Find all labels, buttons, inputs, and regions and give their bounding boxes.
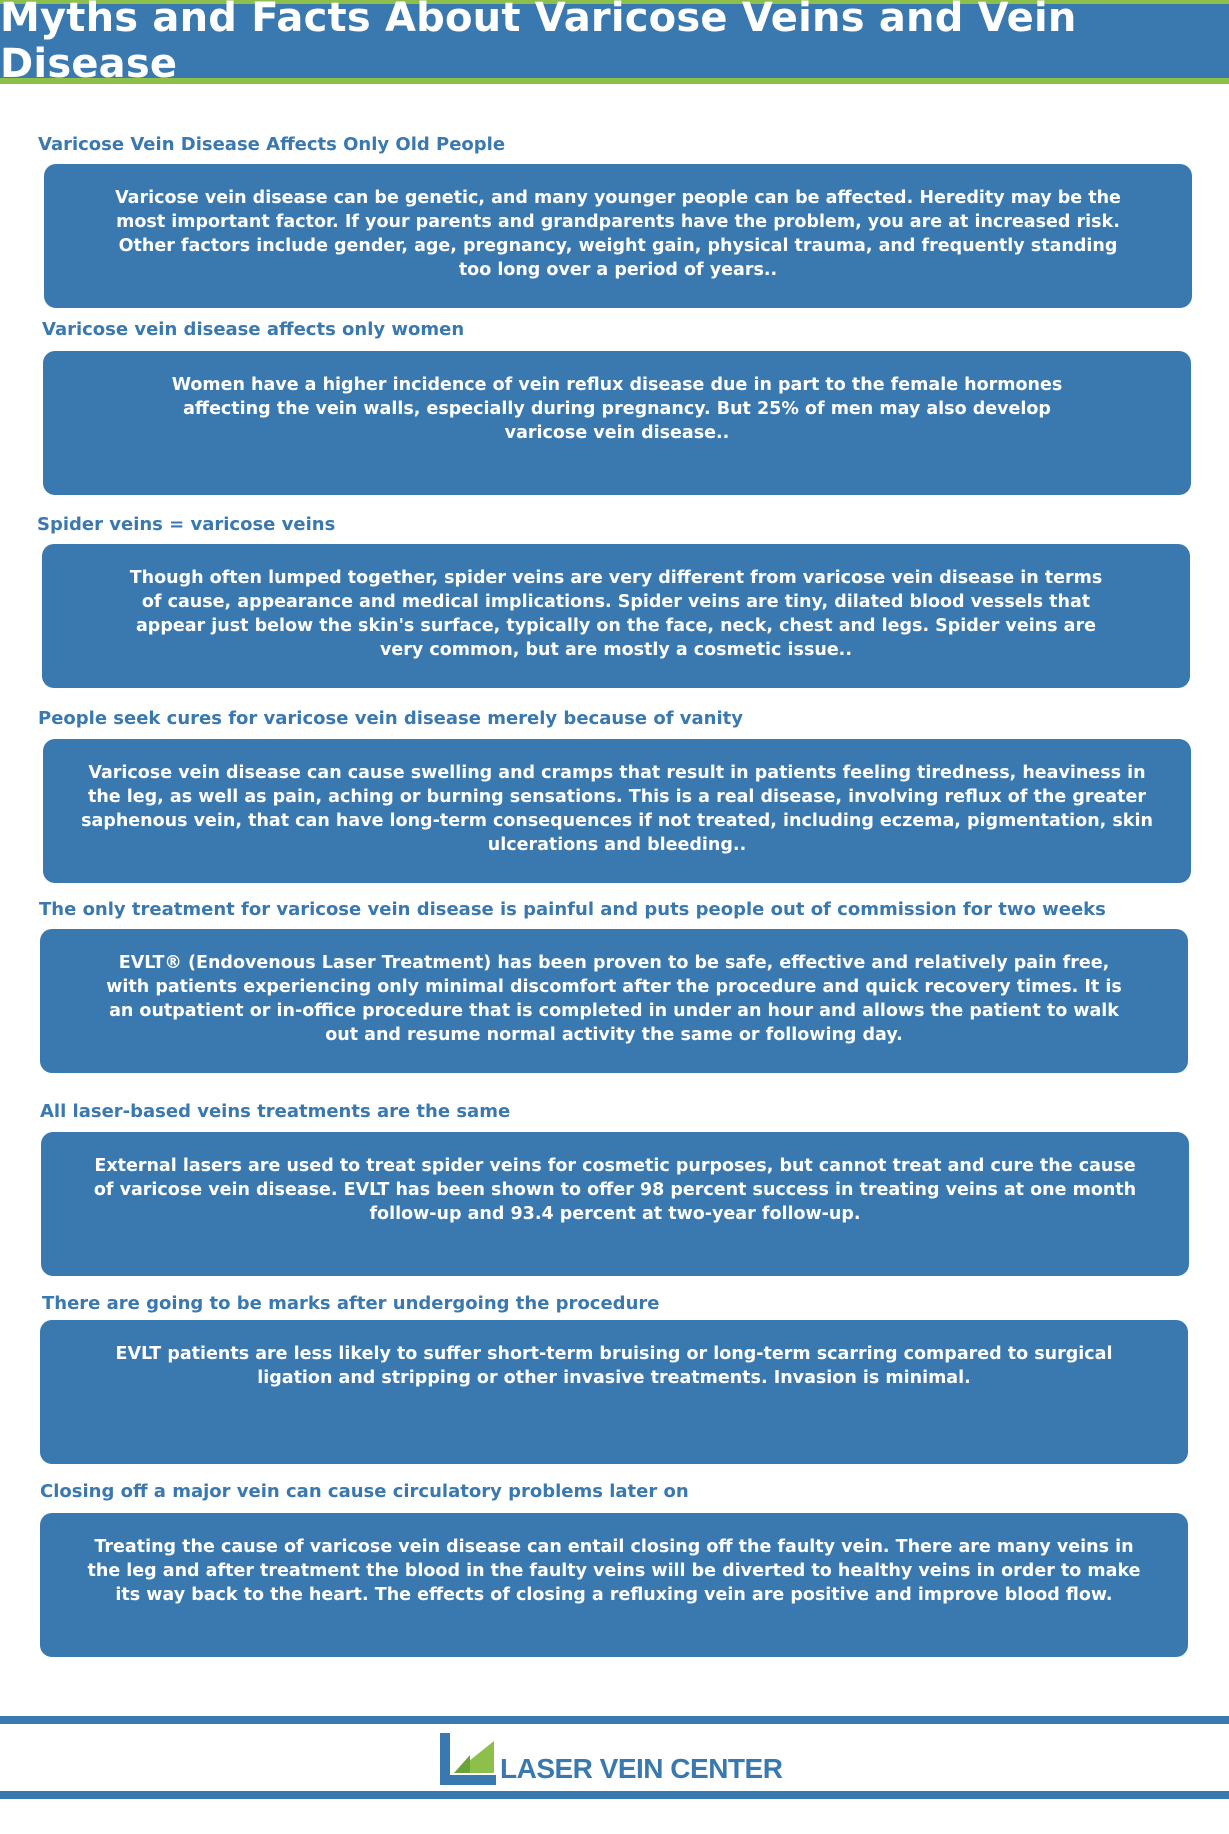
fact-box (44, 164, 1192, 308)
page-header (0, 0, 1229, 87)
fact-box (40, 929, 1188, 1073)
fact-box (40, 1513, 1188, 1657)
logo-mark-icon (440, 1733, 496, 1785)
myth-heading: Varicose Vein Disease Affects Only Old People (38, 134, 506, 155)
fact-box (42, 544, 1190, 688)
footer-bottom-rule (0, 1791, 1229, 1799)
myth-item-1 (38, 134, 505, 155)
myth-item-5 (39, 899, 1106, 920)
fact-text: Treating the cause of varicose vein disease can entail closing off the faulty vein. There are many veins in the leg and after treatment the blood in the faulty veins will be diverted to healthy veins in order to make its way back to the heart. The effects of closing a refluxing vein are positive and improve blood flow. (87, 1537, 1141, 1605)
fact-text: External lasers are used to treat spider veins for cosmetic purposes, but cannot treat and cure the cause of varicose vein disease. EVLT has been shown to offer 98 percent success in treating veins at one month follow-up and 93.4 percent at two-year follow-up. (93, 1156, 1137, 1224)
myth-item-2 (42, 319, 464, 340)
fact-text: EVLT® (Endovenous Laser Treatment) has been proven to be safe, effective and relatively pain free, with patients experiencing only minimal discomfort after the procedure and quick recovery times. It is an outpatient or in-office procedure that is completed in under an hour and allows the patient to walk out and resume normal activity the same or following day. (106, 953, 1122, 1045)
myth-item-3 (37, 514, 335, 535)
fact-box (40, 1320, 1188, 1464)
myth-item-6 (40, 1101, 510, 1122)
page-title: Myths and Facts About Varicose Veins and Vein Disease (0, 0, 1077, 87)
logo-text: LASER VEIN CENTER (500, 1753, 783, 1784)
myth-heading: The only treatment for varicose vein disease is painful and puts people out of commission for two weeks (39, 899, 1106, 920)
fact-text: EVLT patients are less likely to suffer short-term bruising or long-term scarring compared to surgical ligation and stripping or other invasive treatments. Invasion is minimal. (115, 1344, 1113, 1388)
fact-box (41, 1132, 1189, 1276)
myth-heading: Spider veins = varicose veins (37, 514, 336, 535)
myth-item-4 (38, 708, 743, 729)
myth-item-7 (42, 1293, 659, 1314)
fact-text: Though often lumped together, spider veins are very different from varicose vein disease in terms of cause, appearance and medical implications. Spider veins are tiny, dilated blood vessels that appear just below the skin's surface, typically on the face, neck, chest and legs. Spider veins are very common, but are mostly a cosmetic issue.. (129, 568, 1103, 660)
fact-box (43, 739, 1191, 883)
footer-top-rule (0, 1716, 1229, 1724)
laser-vein-center-logo (440, 1733, 782, 1785)
myth-heading: Closing off a major vein can cause circulatory problems later on (40, 1481, 689, 1502)
myth-heading: All laser-based veins treatments are the same (40, 1101, 511, 1122)
myth-heading: People seek cures for varicose vein disease merely because of vanity (38, 708, 744, 729)
myth-item-8 (40, 1481, 689, 1502)
myth-heading: Varicose vein disease affects only women (42, 319, 465, 340)
myth-heading: There are going to be marks after undergoing the procedure (42, 1293, 660, 1314)
fact-text: Varicose vein disease can cause swelling and cramps that result in patients feeling tiredness, heaviness in the leg, as well as pain, aching or burning sensations. This is a real disease, involving reflux of the greater saphenous vein, that can have long-term consequences if not treated, including eczema, pigmentation, skin ulcerations and bleeding.. (81, 763, 1153, 855)
fact-box (43, 351, 1191, 495)
fact-text: Varicose vein disease can be genetic, and many younger people can be affected. Heredity may be the most important factor. If your parents and grandparents have the problem, you are at increased risk. Other factors include gender, age, pregnancy, weight gain, physical trauma, and frequently standing too long over a period of years.. (115, 188, 1121, 280)
fact-text: Women have a higher incidence of vein reflux disease due in part to the female hormones affecting the vein walls, especially during pregnancy. But 25% of men may also develop varicose vein disease.. (171, 375, 1063, 443)
